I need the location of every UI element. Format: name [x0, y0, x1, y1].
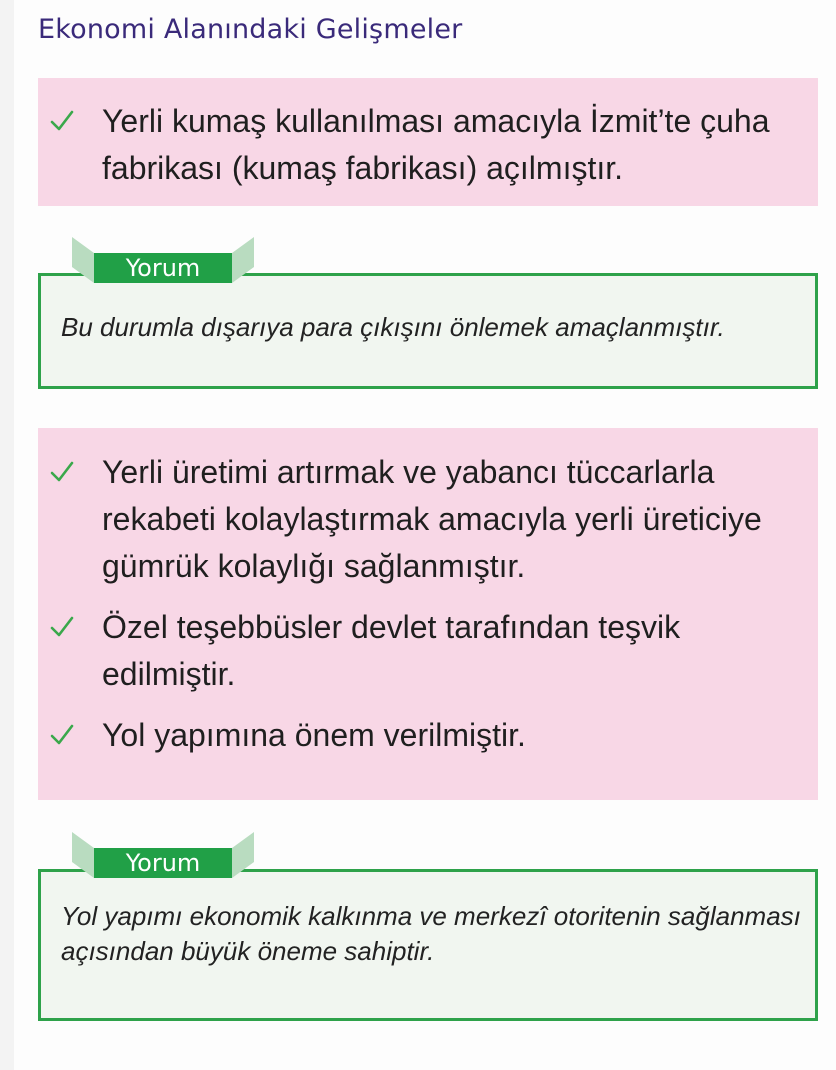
fact-text: Yerli üretimi artırmak ve yabancı tüccarlarla rekabeti kolaylaştırmak amacıyla yerli üreticiye gümrük kolaylığı sağlanmıştır. [102, 454, 762, 584]
comment-box [38, 869, 818, 1021]
fact-text: Özel teşebbüsler devlet tarafından teşvik edilmiştir. [102, 609, 681, 692]
fact-item [38, 712, 818, 759]
comment-ribbon [72, 832, 254, 877]
fact-box [38, 78, 818, 206]
check-icon [50, 604, 80, 651]
fact-item [38, 449, 818, 590]
check-icon [50, 98, 80, 145]
fact-item [38, 604, 818, 698]
fact-text: Yerli kumaş kullanılması amacıyla İzmit’te çuha fabrikası (kumaş fabrikası) açılmıştır. [102, 103, 770, 186]
section-title: Ekonomi Alanındaki Gelişmeler [38, 14, 463, 45]
check-icon [50, 712, 80, 759]
comment-text: Yol yapımı ekonomik kalkınma ve merkezî otoritenin sağlanması açısından büyük öneme sahiptir. [61, 901, 801, 966]
comment-box [38, 273, 818, 389]
fact-text: Yol yapımına önem verilmiştir. [102, 717, 526, 753]
check-icon [50, 449, 80, 496]
comment-ribbon [72, 237, 254, 282]
comment-text: Bu durumla dışarıya para çıkışını önlemek amaçlanmıştır. [61, 312, 725, 342]
comment-label: Yorum [125, 254, 201, 282]
page-margin [0, 0, 14, 1070]
comment-label: Yorum [125, 849, 201, 877]
fact-box [38, 428, 818, 800]
fact-item [38, 98, 818, 192]
